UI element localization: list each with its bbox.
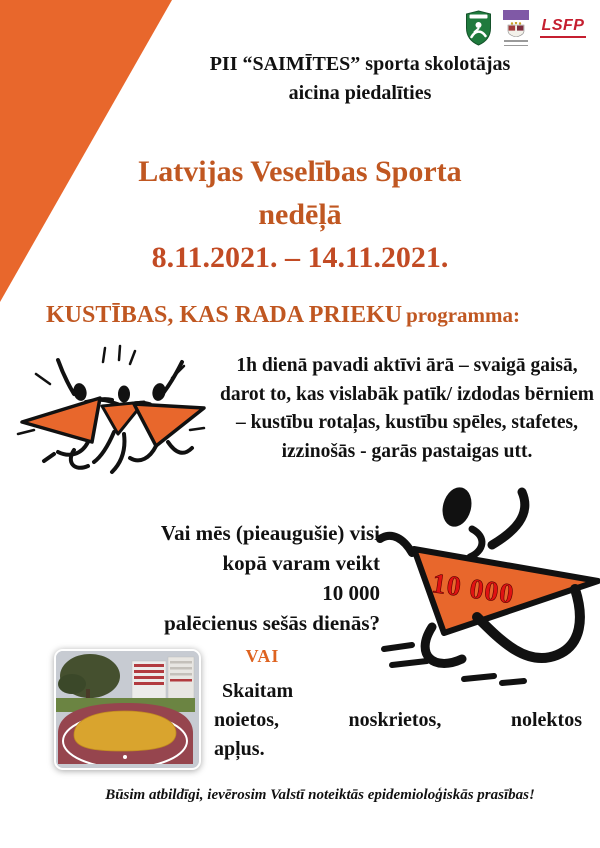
program-heading: [46, 302, 566, 329]
event-title: [40, 150, 560, 279]
ministry-purple-band: [503, 10, 529, 20]
lsfp-wordmark: LSFP: [541, 17, 585, 34]
header-line-1: PII “SAIMĪTES” sporta skolotājas: [209, 53, 511, 75]
green-shield-icon: [465, 10, 492, 46]
count-word-3: nolektos: [510, 709, 582, 731]
coat-of-arms-icon: [506, 22, 526, 37]
footer-note: Būsim atbildīgi, ievērosim Valstī noteiktās epidemioloģiskās prasības!: [105, 787, 535, 803]
playground-scene: [56, 651, 195, 764]
question-line-2: kopā varam veikt: [222, 551, 380, 575]
event-dates: 8.11.2021. – 14.11.2021.: [151, 241, 449, 274]
title-line-2: nedēļā: [258, 198, 342, 231]
logo-row: [465, 10, 586, 46]
count-line-2: [214, 706, 582, 735]
ministry-logo: [502, 10, 530, 46]
dancing-figures-icon: [8, 342, 214, 482]
question-line-3: 10 000: [322, 581, 380, 605]
program-name: KUSTĪBAS, KAS RADA PRIEKU: [46, 302, 403, 328]
jumping-figure-icon: [372, 487, 600, 692]
challenge-question: [50, 518, 380, 638]
count-line-1: Skaitam: [222, 680, 294, 702]
question-line-1: Vai mēs (pieaugušie) visi: [160, 521, 380, 545]
count-line-3: apļus.: [214, 738, 265, 760]
lsfp-tagline-line: [540, 36, 586, 38]
question-line-4: palēcienus sešās dienās?: [164, 611, 380, 635]
playground-photo: [54, 649, 201, 770]
ministry-caption-line-2: [504, 45, 528, 47]
dancing-figures-illustration: [8, 342, 214, 482]
jumping-figure-illustration: [372, 487, 600, 692]
ministry-caption-line: [504, 40, 528, 42]
count-text: [214, 677, 582, 764]
lsfp-logo: [540, 18, 586, 38]
triangle-count-label: 10 000: [429, 568, 517, 611]
count-word-1: noietos,: [214, 709, 279, 731]
title-line-1: Latvijas Veselības Sporta: [138, 155, 462, 188]
sports-association-logo: [465, 10, 492, 46]
poster-header: [130, 50, 590, 108]
activity-description: 1h dienā pavadi aktīvi ārā – svaigā gaisā, darot to, kas vislabāk patīk/ izdodas bērniem – kustību rotaļas, kustību spēles, stafetes, izzinošās - garās pastaigas utt.: [220, 355, 594, 462]
program-suffix: programma:: [406, 303, 520, 327]
count-word-2: noskrietos,: [348, 709, 442, 731]
header-line-2: aicina piedalīties: [288, 82, 432, 104]
or-label: VAI: [245, 646, 280, 666]
